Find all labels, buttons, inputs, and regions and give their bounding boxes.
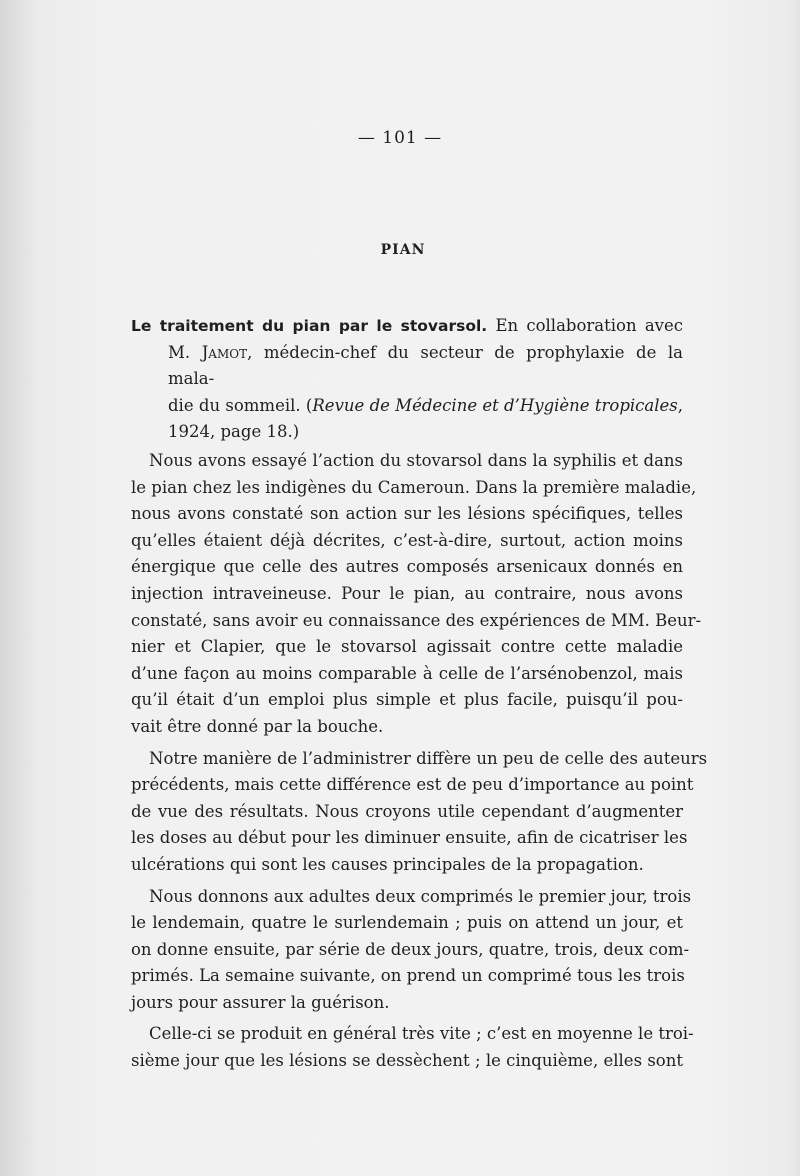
text-line: qu’il était d’un emploi plus simple et plus facile, puisqu’il pou- <box>131 690 683 710</box>
bibliographic-reference <box>131 313 683 446</box>
text-line: nous avons constaté son action sur les lésions spécifiques, telles <box>131 504 683 524</box>
text-line: injection intraveineuse. Pour le pian, au contraire, nous avons <box>131 583 683 603</box>
text-line: le pian chez les indigènes du Cameroun. Dans la première maladie, <box>131 477 697 497</box>
reference-collaboration: En collaboration avec <box>495 316 683 335</box>
reference-text: die du sommeil. ( <box>168 395 313 415</box>
text-line: on donne ensuite, par série de deux jours, quatre, trois, deux com- <box>131 939 690 959</box>
text-line: sième jour que les lésions se dessèchent ; le cinquième, elles sont <box>131 1051 683 1071</box>
reference-journal: Revue de Médecine et d’Hygiène tropicales <box>312 395 678 415</box>
reference-line-3 <box>168 393 683 420</box>
text-line: précédents, mais cette différence est de peu d’importance au point <box>131 775 694 795</box>
section-heading: PIAN <box>380 242 426 258</box>
text-line: énergique que celle des autres composés arsenicaux donnés en <box>131 557 683 577</box>
reference-prefix: M. <box>168 342 202 362</box>
text-line: de vue des résultats. Nous croyons utile cependant d’augmenter <box>131 801 683 821</box>
text-line: nier et Clapier, que le stovarsol agissait contre cette maladie <box>131 637 683 657</box>
text-line: Nous avons essayé l’action du stovarsol dans la syphilis et dans <box>149 451 683 470</box>
text-line: Notre manière de l’administrer diffère un peu de celle des auteurs <box>149 748 708 768</box>
paragraph <box>131 746 708 879</box>
paragraph <box>131 884 692 1017</box>
paragraph <box>131 448 702 741</box>
reference-line-4: 1924, page 18.) <box>168 422 300 441</box>
text-line: constaté, sans avoir eu connaissance des expériences de MM. Beur- <box>131 610 702 630</box>
text-line: vait être donné par la bouche. <box>131 716 384 736</box>
text-line: ulcérations qui sont les causes principales de la propagation. <box>131 854 644 874</box>
page-number: — 101 — <box>357 128 443 148</box>
reference-affiliation: , médecin-chef du secteur de prophylaxie de la mala- <box>168 342 683 388</box>
reference-punct: , <box>677 395 683 415</box>
reference-line-2 <box>168 340 683 393</box>
text-line: qu’elles étaient déjà décrites, c’est-à-dire, surtout, action moins <box>131 530 683 550</box>
reference-title: Le traitement du pian par le stovarsol. <box>131 317 488 335</box>
text-line: le lendemain, quatre le surlendemain ; puis on attend un jour, et <box>131 913 683 933</box>
text-line: jours pour assurer la guérison. <box>131 992 390 1012</box>
text-line: les doses au début pour les diminuer ensuite, afin de cicatriser les <box>131 828 688 848</box>
paragraph <box>131 1021 694 1074</box>
reference-author: Jamot <box>201 342 248 362</box>
text-line: primés. La semaine suivante, on prend un comprimé tous les trois <box>131 966 685 986</box>
reference-continuation <box>131 340 683 446</box>
reference-line-1 <box>131 313 683 340</box>
body-text <box>131 448 708 1080</box>
text-line: Celle-ci se produit en général très vite ; c’est en moyenne le troi- <box>149 1024 694 1044</box>
text-line: Nous donnons aux adultes deux comprimés le premier jour, trois <box>149 886 692 906</box>
text-line: d’une façon au moins comparable à celle de l’arsénobenzol, mais <box>131 663 683 683</box>
